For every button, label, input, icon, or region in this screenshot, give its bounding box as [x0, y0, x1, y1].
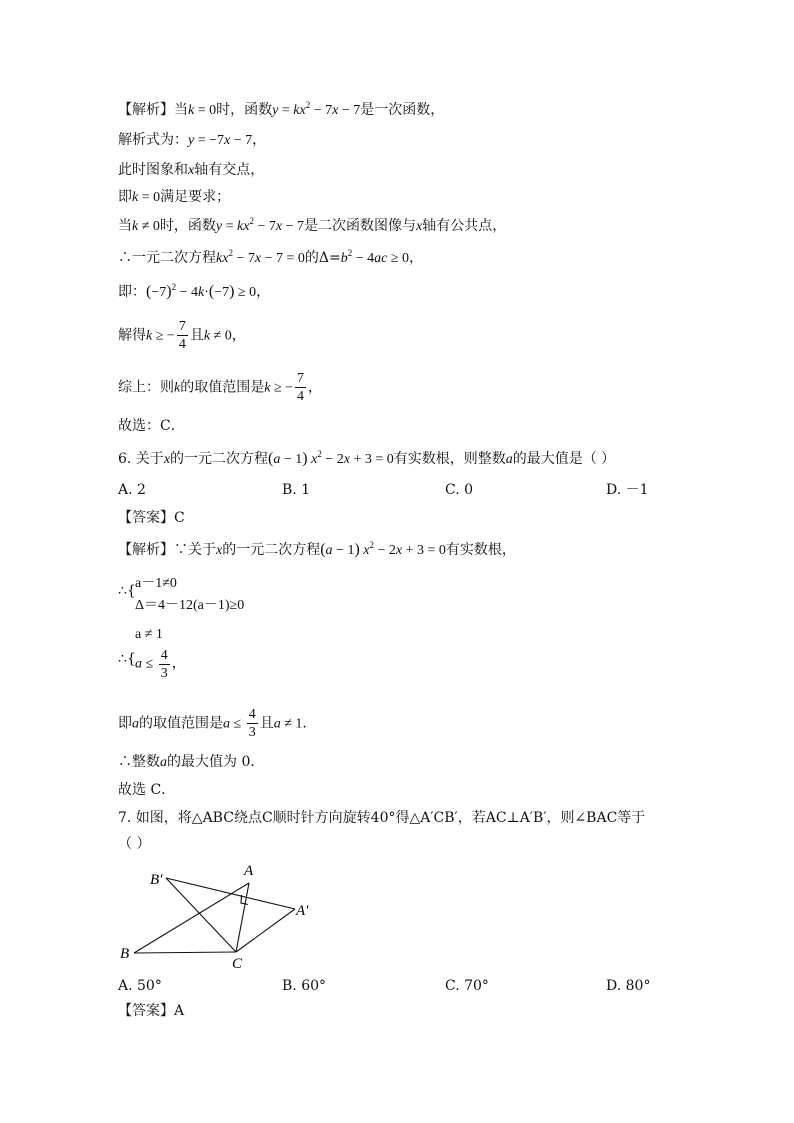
system-row: a ≠ 1	[135, 627, 163, 642]
text: ∴一元二次方程	[118, 250, 216, 266]
inequality-system-1: ∴{ a－1≠0 Δ＝4－12(a－1)≥0	[118, 570, 318, 616]
numerator: 4	[160, 648, 168, 663]
numerator: 4	[248, 707, 256, 722]
text: ．	[302, 715, 317, 732]
option-b[interactable]: B. 1	[282, 482, 311, 498]
question-7-answer: 【答案】A	[118, 1003, 185, 1019]
segment-BpAp	[166, 878, 295, 909]
question-6-max: ∴整数a的最大值为 0．	[118, 754, 265, 770]
denominator: 3	[160, 666, 168, 681]
label-B: B	[120, 946, 130, 962]
analysis-line-9: 综上：则k的取值范围是k ≥ − $\frac{7}{4}$ ，	[118, 371, 323, 404]
option-d[interactable]: D. －1	[606, 482, 649, 498]
text: 即：	[118, 284, 146, 300]
question-7-stem: 7. 如图，将△ABC绕点C顺时针方向旋转40°得△A′CB′，若AC⊥A′B′，则∠BAC等于	[118, 810, 646, 826]
label-C: C	[232, 956, 243, 972]
option-b[interactable]: B. 60°	[282, 978, 327, 994]
text: 的取值范围是	[180, 379, 265, 396]
text: 【解析】∵关于	[118, 542, 216, 558]
question-6-choice: 故选 C．	[118, 782, 176, 798]
segment-BC	[134, 952, 236, 953]
text: 解得	[118, 327, 146, 344]
text: 满足要求；	[160, 189, 231, 205]
option-a[interactable]: A. 50°	[118, 978, 162, 994]
text: 的一元二次方程	[222, 542, 321, 558]
segment-BpC	[166, 878, 236, 952]
denominator: 4	[178, 337, 186, 352]
text: 有实数根，	[445, 542, 516, 558]
fraction	[247, 706, 258, 741]
analysis-line-7: 即：$(-7)^2 - 4k\cdot(-7) \ge 0$，	[118, 282, 271, 300]
question-6-answer: 【答案】C	[118, 510, 185, 526]
text: 即	[118, 189, 132, 205]
text: 有实数根，则整数	[393, 451, 506, 467]
text: 轴有交点，	[194, 162, 265, 178]
segment-ApC	[236, 909, 295, 952]
text: 此时图象和	[118, 162, 188, 178]
text: ，	[409, 250, 424, 266]
fraction	[177, 318, 188, 353]
analysis-line-8: 解得k ≥ − $\frac{7}{4}$ 且k ≠ 0，	[118, 319, 246, 352]
option-c[interactable]: C. 0	[445, 482, 474, 498]
text: 时，函数	[159, 218, 216, 234]
question-7-stem-parens: （ ）	[118, 836, 151, 852]
text: ∴整数	[118, 754, 160, 770]
analysis-line-5: 当k ≠ 0时，函数$y = kx^2 - 7x - 7$是二次函数图像与x轴有公共点，	[118, 216, 507, 234]
text: 解析式为：	[118, 132, 188, 148]
inequality-system-2: ∴{ a ≠ 1 a ≤ $\frac{4}{3}$ ，	[118, 627, 186, 681]
fraction	[159, 647, 170, 682]
label-Bp: B′	[150, 872, 163, 888]
analysis-line-10	[118, 416, 185, 436]
text: 即	[118, 715, 132, 732]
text: ，	[231, 327, 246, 344]
question-6-stem: 6. 关于x的一元二次方程(a − 1) $x^2 - 2x + 3 = 0$有实数根，则整数a的最大值是（ ）	[118, 449, 616, 467]
text: ，	[308, 379, 323, 396]
text: 且	[189, 327, 204, 344]
analysis-line-6: ∴一元二次方程$kx^2 - 7x - 7 = 0$的$\Delta=b^2 - 4ac \ge 0$，	[118, 248, 424, 266]
label-Ap: A′	[296, 903, 309, 919]
system-row: Δ＝4－12(a－1)≥0	[135, 598, 245, 613]
analysis-line-3: 此时图象和x轴有交点，	[118, 162, 265, 178]
text: 轴有公共点，	[422, 218, 507, 234]
text: 当	[118, 218, 132, 234]
question-6-range: 即a的取值范围是a ≤ $\frac{4}{3}$ 且a ≠ 1．	[118, 707, 317, 740]
label-A: A	[244, 863, 254, 879]
option-a[interactable]: A. 2	[118, 482, 146, 498]
text: 故选：C．	[118, 418, 185, 434]
analysis-line-1: 【解析】当k = 0时，函数$y = kx^2 - 7x - 7$是一次函数，	[118, 100, 445, 118]
text: 是二次函数图像与	[304, 218, 416, 234]
text: 当	[174, 102, 188, 118]
analysis-tag: 【解析】	[118, 102, 174, 118]
system-row: a－1≠0	[135, 576, 177, 591]
option-d[interactable]: D. 80°	[606, 978, 651, 994]
option-c[interactable]: C. 70°	[445, 978, 489, 994]
segment-AC	[236, 883, 249, 952]
numerator: 7	[297, 371, 305, 386]
question-6-analysis: 【解析】∵关于x的一元二次方程(a − 1) $x^2 - 2x + 3 = 0$有实数根，	[118, 540, 516, 558]
text: 的一元二次方程	[170, 451, 269, 467]
denominator: 4	[297, 389, 305, 404]
text: 的Δ=	[304, 250, 341, 266]
text: 6. 关于	[118, 451, 164, 467]
analysis-line-4: 即k = 0满足要求；	[118, 189, 231, 205]
text: 的取值范围是	[139, 715, 223, 732]
text: 时，函数	[216, 102, 273, 118]
text: 且	[259, 715, 274, 732]
fraction	[295, 370, 306, 405]
text: 的最大值是（ ）	[512, 451, 616, 467]
text: 的最大值为 0．	[167, 754, 265, 770]
numerator: 7	[178, 319, 186, 334]
text: ，	[256, 284, 271, 300]
denominator: 3	[248, 725, 256, 740]
analysis-line-2: 解析式为：y = −7x − 7，	[118, 132, 267, 148]
text: 是一次函数，	[360, 102, 445, 118]
text: ，	[252, 132, 267, 148]
rotation-figure	[110, 858, 340, 974]
text: 综上：则	[118, 379, 174, 396]
